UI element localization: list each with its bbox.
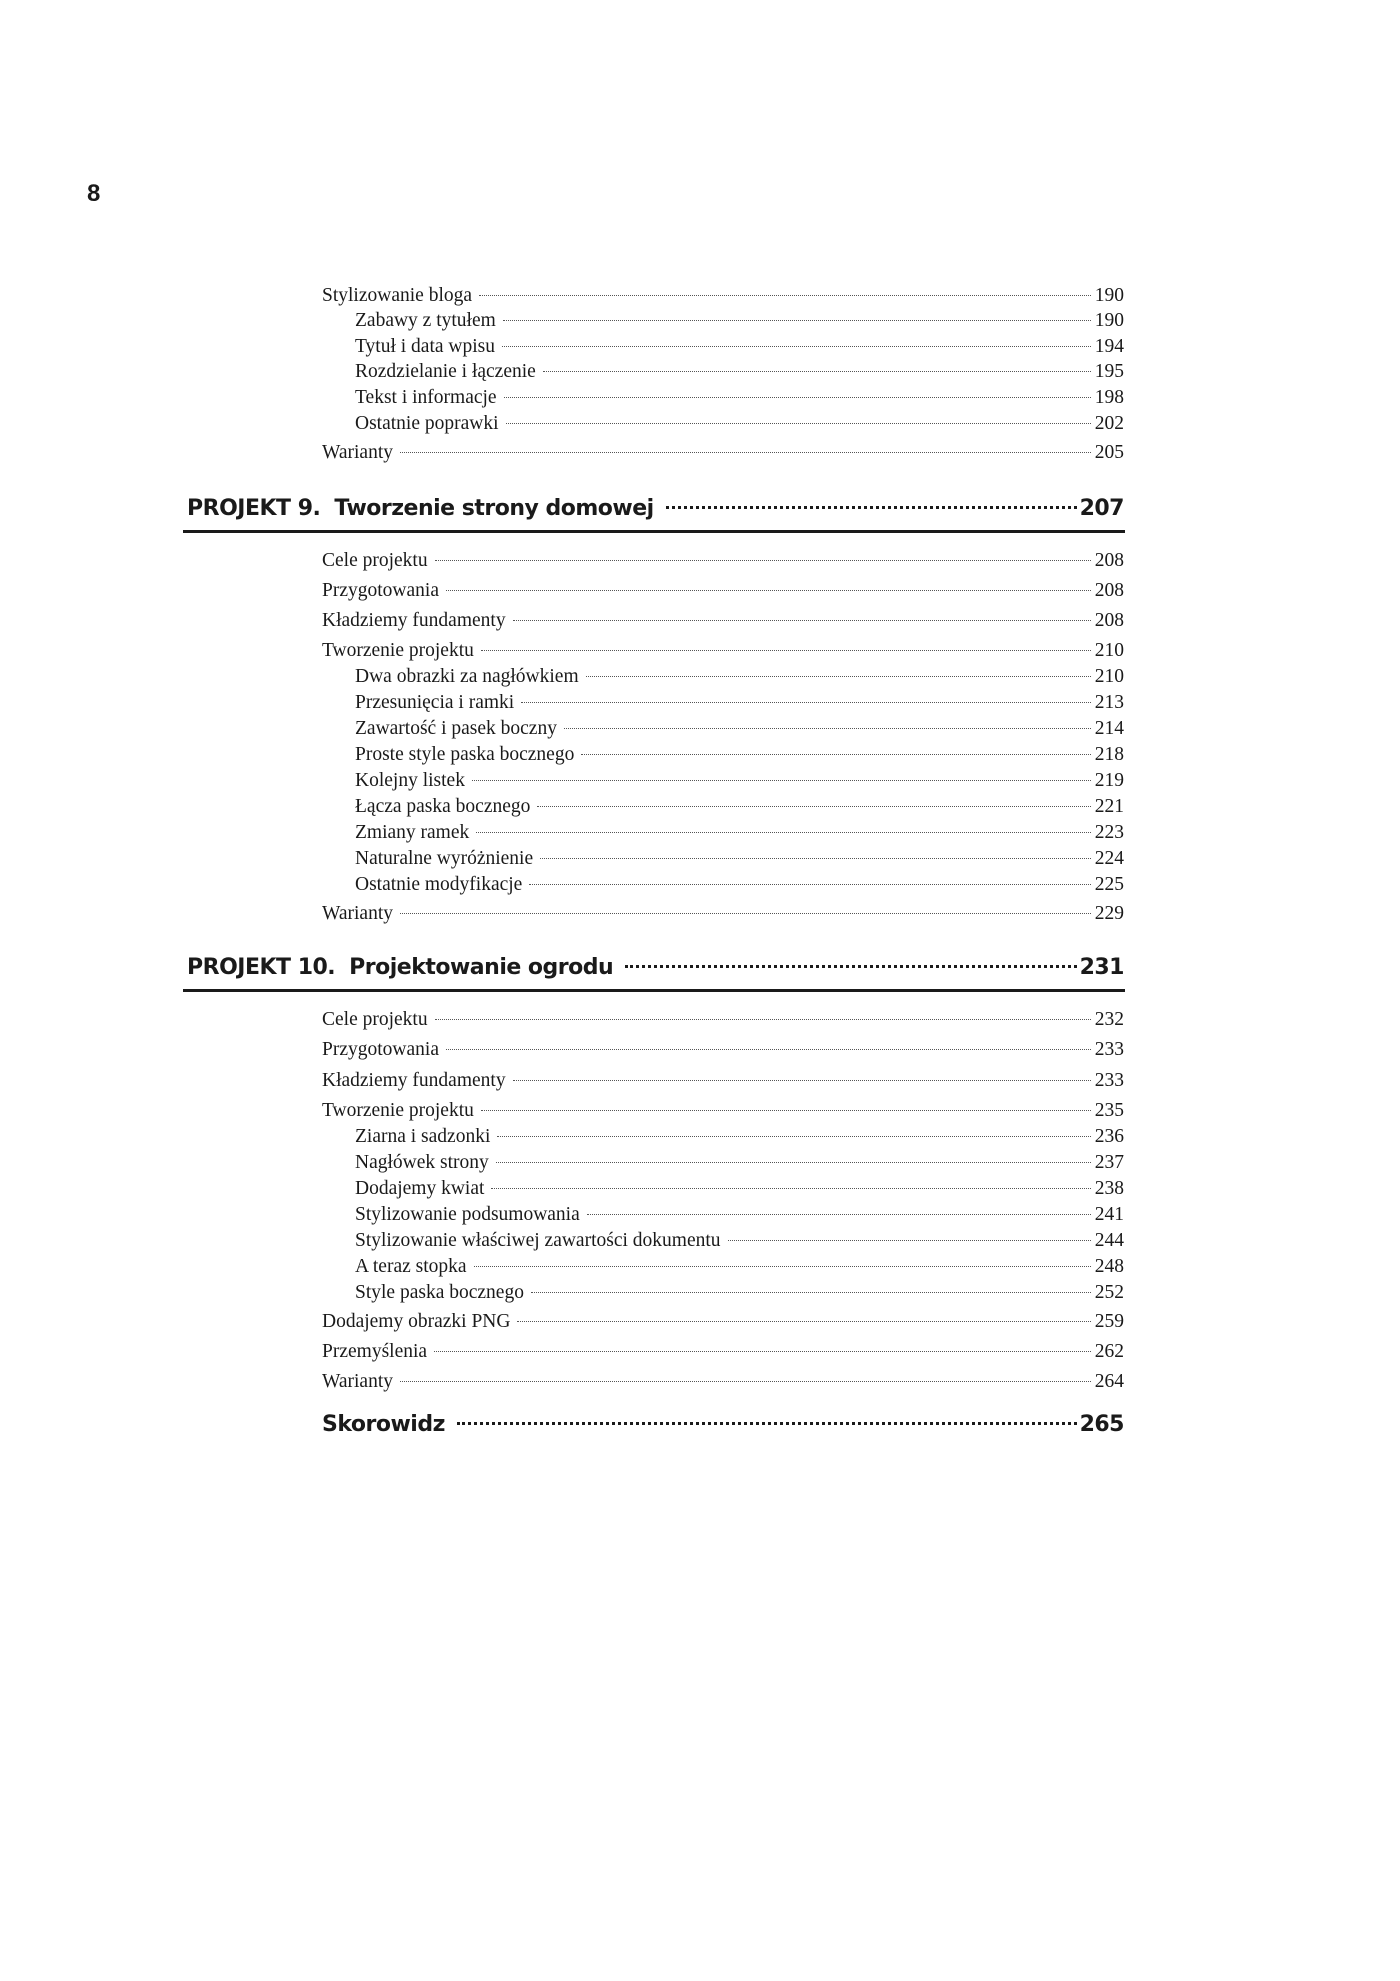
toc-entry-label: Przesunięcia i ramki bbox=[355, 692, 515, 713]
toc-entry-page: 219 bbox=[1094, 770, 1124, 791]
toc-entry-page: 229 bbox=[1094, 903, 1124, 924]
dot-leader bbox=[502, 346, 1091, 347]
dot-leader bbox=[435, 560, 1091, 561]
toc-entry-label: Kładziemy fundamenty bbox=[322, 1070, 506, 1091]
toc-entry-label: Style paska bocznego bbox=[355, 1282, 524, 1303]
dot-leader bbox=[476, 832, 1091, 833]
toc-entry-page: 208 bbox=[1094, 580, 1124, 601]
dot-leader bbox=[728, 1240, 1091, 1241]
toc-entry[interactable] bbox=[322, 608, 1124, 633]
toc-entry-label: Dwa obrazki za nagłówkiem bbox=[355, 666, 579, 687]
toc-entry-label: Warianty bbox=[322, 903, 393, 924]
toc-entry-page: 238 bbox=[1094, 1178, 1124, 1199]
toc-entry-page: 205 bbox=[1094, 442, 1124, 463]
toc-entry-page: 252 bbox=[1094, 1282, 1124, 1303]
dot-leader bbox=[435, 1019, 1091, 1020]
toc-entry[interactable] bbox=[322, 901, 1124, 926]
toc-entry-label: Ostatnie modyfikacje bbox=[355, 874, 523, 895]
dot-leader bbox=[543, 371, 1091, 372]
toc-entry-label: Tytuł i data wpisu bbox=[355, 336, 495, 357]
toc-entry[interactable] bbox=[355, 794, 1124, 819]
page-number: 8 bbox=[87, 180, 101, 207]
toc-entry-label: Proste style paska bocznego bbox=[355, 744, 575, 765]
toc-entry[interactable] bbox=[322, 283, 1124, 308]
toc-entry-page: 233 bbox=[1094, 1070, 1124, 1091]
toc-entry-label: Warianty bbox=[322, 1371, 393, 1392]
toc-entry[interactable] bbox=[355, 846, 1124, 871]
toc-entry[interactable] bbox=[322, 1339, 1124, 1364]
dot-leader bbox=[504, 397, 1091, 398]
toc-entry-label: Dodajemy obrazki PNG bbox=[322, 1311, 511, 1332]
toc-entry[interactable] bbox=[322, 578, 1124, 603]
project-page: 231 bbox=[1079, 955, 1124, 980]
dot-leader bbox=[537, 806, 1090, 807]
toc-project-9-heading[interactable] bbox=[187, 494, 1124, 524]
toc-entry[interactable] bbox=[355, 742, 1124, 767]
toc-entry-label: Stylizowanie podsumowania bbox=[355, 1204, 580, 1225]
toc-entry-page: 248 bbox=[1094, 1256, 1124, 1277]
toc-entry-page: 190 bbox=[1094, 285, 1124, 306]
heading-rule bbox=[183, 530, 1125, 533]
toc-entry[interactable] bbox=[355, 359, 1124, 384]
dot-leader bbox=[481, 650, 1091, 651]
toc-entry-page: 264 bbox=[1094, 1371, 1124, 1392]
dot-leader bbox=[581, 754, 1090, 755]
toc-entry[interactable] bbox=[355, 1150, 1124, 1175]
toc-entry[interactable] bbox=[322, 440, 1124, 465]
toc-entry[interactable] bbox=[355, 334, 1124, 359]
project-number: PROJEKT 9. bbox=[187, 496, 321, 521]
dot-leader bbox=[457, 1422, 1077, 1425]
dot-leader bbox=[491, 1188, 1090, 1189]
toc-entry-label: Przygotowania bbox=[322, 580, 439, 601]
toc-entry-label: Ziarna i sadzonki bbox=[355, 1126, 491, 1147]
toc-entry[interactable] bbox=[355, 308, 1124, 333]
dot-leader bbox=[513, 620, 1091, 621]
toc-entry-label: Kładziemy fundamenty bbox=[322, 610, 506, 631]
toc-entry-label: Zmiany ramek bbox=[355, 822, 470, 843]
toc-entry-page: 208 bbox=[1094, 550, 1124, 571]
project-number: PROJEKT 10. bbox=[187, 955, 336, 980]
toc-entry[interactable] bbox=[355, 1228, 1124, 1253]
toc-entry-page: 221 bbox=[1094, 796, 1124, 817]
dot-leader bbox=[497, 1136, 1090, 1137]
toc-entry-page: 198 bbox=[1094, 387, 1124, 408]
toc-entry-label: Cele projektu bbox=[322, 550, 428, 571]
project-title: Projektowanie ogrodu bbox=[349, 955, 614, 980]
dot-leader bbox=[513, 1080, 1091, 1081]
project-title: Tworzenie strony domowej bbox=[334, 496, 654, 521]
toc-entry-page: 223 bbox=[1094, 822, 1124, 843]
toc-entry-label: Przygotowania bbox=[322, 1039, 439, 1060]
toc-entry-label: A teraz stopka bbox=[355, 1256, 467, 1277]
toc-entry-label: Kolejny listek bbox=[355, 770, 465, 791]
toc-entry[interactable] bbox=[322, 548, 1124, 573]
toc-entry[interactable] bbox=[355, 1280, 1124, 1305]
toc-entry-page: 259 bbox=[1094, 1311, 1124, 1332]
dot-leader bbox=[472, 780, 1091, 781]
toc-entry-label: Tekst i informacje bbox=[355, 387, 497, 408]
toc-entry-label: Ostatnie poprawki bbox=[355, 413, 499, 434]
toc-entry[interactable] bbox=[355, 1202, 1124, 1227]
toc-entry-label: Nagłówek strony bbox=[355, 1152, 489, 1173]
toc-entry[interactable] bbox=[322, 1037, 1124, 1062]
toc-entry[interactable] bbox=[355, 690, 1124, 715]
dot-leader bbox=[625, 965, 1076, 968]
toc-entry[interactable] bbox=[355, 768, 1124, 793]
toc-entry[interactable] bbox=[355, 411, 1124, 436]
toc-entry-page: 210 bbox=[1094, 640, 1124, 661]
toc-entry-label: Rozdzielanie i łączenie bbox=[355, 361, 536, 382]
toc-entry-page: 224 bbox=[1094, 848, 1124, 869]
toc-entry[interactable] bbox=[322, 1068, 1124, 1093]
toc-entry-label: Zawartość i pasek boczny bbox=[355, 718, 557, 739]
toc-entry-page: 236 bbox=[1094, 1126, 1124, 1147]
toc-entry-label: Łącza paska bocznego bbox=[355, 796, 531, 817]
dot-leader bbox=[503, 320, 1091, 321]
dot-leader bbox=[506, 423, 1091, 424]
project-page: 207 bbox=[1079, 496, 1124, 521]
toc-entry-page: 232 bbox=[1094, 1009, 1124, 1030]
toc-entry-label: Naturalne wyróżnienie bbox=[355, 848, 534, 869]
dot-leader bbox=[434, 1351, 1091, 1352]
toc-entry-label: Tworzenie projektu bbox=[322, 1100, 474, 1121]
toc-entry-page: 213 bbox=[1094, 692, 1124, 713]
heading-rule bbox=[183, 989, 1125, 992]
toc-entry[interactable] bbox=[355, 1124, 1124, 1149]
toc-entry-page: 262 bbox=[1094, 1341, 1124, 1362]
dot-leader bbox=[586, 676, 1091, 677]
toc-entry-page: 202 bbox=[1094, 413, 1124, 434]
dot-leader bbox=[529, 884, 1090, 885]
dot-leader bbox=[540, 858, 1091, 859]
dot-leader bbox=[446, 1049, 1091, 1050]
index-page: 265 bbox=[1079, 1412, 1124, 1437]
toc-entry[interactable] bbox=[322, 638, 1124, 663]
toc-entry-label: Przemyślenia bbox=[322, 1341, 428, 1362]
toc-entry[interactable] bbox=[355, 872, 1124, 897]
toc-entry-page: 233 bbox=[1094, 1039, 1124, 1060]
toc-entry-page: 244 bbox=[1094, 1230, 1124, 1251]
toc-entry-label: Stylizowanie właściwej zawartości dokumentu bbox=[355, 1230, 721, 1251]
dot-leader bbox=[400, 452, 1091, 453]
dot-leader bbox=[521, 702, 1091, 703]
dot-leader bbox=[587, 1214, 1091, 1215]
toc-entry-label: Tworzenie projektu bbox=[322, 640, 474, 661]
toc-entry-page: 195 bbox=[1094, 361, 1124, 382]
toc-entry-page: 210 bbox=[1094, 666, 1124, 687]
dot-leader bbox=[479, 295, 1091, 296]
toc-entry[interactable] bbox=[322, 1369, 1124, 1394]
toc-entry-label: Dodajemy kwiat bbox=[355, 1178, 485, 1199]
toc-project-10-heading[interactable] bbox=[187, 953, 1124, 983]
toc-entry-page: 235 bbox=[1094, 1100, 1124, 1121]
toc-entry[interactable] bbox=[322, 1098, 1124, 1123]
dot-leader bbox=[564, 728, 1091, 729]
index-title: Skorowidz bbox=[322, 1412, 445, 1437]
toc-entry-page: 237 bbox=[1094, 1152, 1124, 1173]
toc-entry-label: Cele projektu bbox=[322, 1009, 428, 1030]
toc-entry-label: Warianty bbox=[322, 442, 393, 463]
toc-entry-page: 241 bbox=[1094, 1204, 1124, 1225]
toc-entry[interactable] bbox=[355, 820, 1124, 845]
dot-leader bbox=[666, 506, 1077, 509]
dot-leader bbox=[481, 1110, 1091, 1111]
toc-entry-page: 214 bbox=[1094, 718, 1124, 739]
toc-entry-page: 190 bbox=[1094, 310, 1124, 331]
toc-entry-page: 225 bbox=[1094, 874, 1124, 895]
toc-entry-label: Stylizowanie bloga bbox=[322, 285, 473, 306]
toc-entry[interactable] bbox=[355, 1254, 1124, 1279]
toc-entry[interactable] bbox=[355, 385, 1124, 410]
toc-index-heading[interactable] bbox=[322, 1410, 1124, 1440]
toc-entry-page: 218 bbox=[1094, 744, 1124, 765]
dot-leader bbox=[446, 590, 1091, 591]
dot-leader bbox=[517, 1321, 1090, 1322]
dot-leader bbox=[400, 1381, 1091, 1382]
toc-entry[interactable] bbox=[355, 1176, 1124, 1201]
toc-entry[interactable] bbox=[322, 1309, 1124, 1334]
toc-entry[interactable] bbox=[355, 664, 1124, 689]
toc-entry-label: Zabawy z tytułem bbox=[355, 310, 496, 331]
toc-entry[interactable] bbox=[355, 716, 1124, 741]
toc-entry[interactable] bbox=[322, 1007, 1124, 1032]
dot-leader bbox=[400, 913, 1091, 914]
dot-leader bbox=[531, 1292, 1091, 1293]
toc-entry-page: 208 bbox=[1094, 610, 1124, 631]
dot-leader bbox=[496, 1162, 1091, 1163]
dot-leader bbox=[474, 1266, 1091, 1267]
toc-entry-page: 194 bbox=[1094, 336, 1124, 357]
